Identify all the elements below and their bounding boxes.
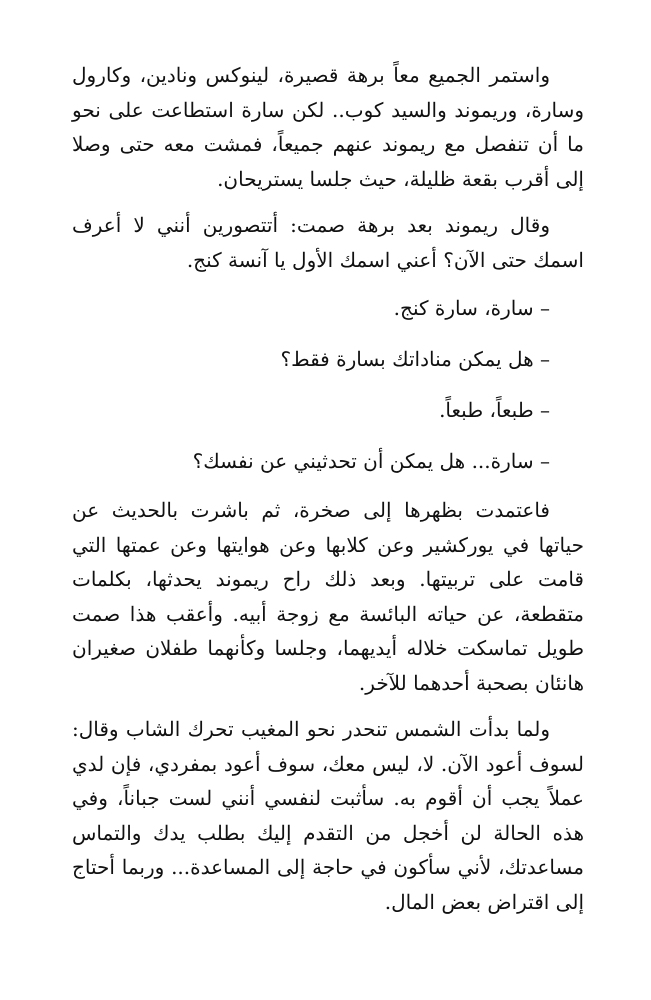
dialogue-line-2: – هل يمكن مناداتك بسارة فقط؟ bbox=[280, 347, 550, 371]
paragraph-1: واستمر الجميع معاً برهة قصيرة، لينوكس ونادين، وكارول وسارة، وريموند والسيد كوب.. لكن سارة استطاعت على نحو ما أن تنفصل مع ريموند عنهم جميعاً، فمشت معه حتى وصلا إلى أقرب بقعة ظليلة، حيث جلسا يستريحان. bbox=[72, 63, 584, 191]
paragraph-3: فاعتمدت بظهرها إلى صخرة، ثم باشرت بالحديث عن حياتها في يوركشير وعن كلابها وعن هوايتها وعن عمتها التي قامت على تربيتها. وبعد ذلك راح ريموند يحدثها، بكلمات متقطعة، عن حياته البائسة مع زوجة أبيه. وأعقب هذا صمت طويل تماسكت خلاله أيديهما، وجلسا وكأنهما طفلان صغيران هانئان بصحبة أحدهما للآخر. bbox=[72, 498, 584, 695]
book-page bbox=[72, 58, 584, 931]
paragraph-2: وقال ريموند بعد برهة صمت: أتتصورين أنني لا أعرف اسمك حتى الآن؟ أعني اسمك الأول يا آنسة كنج. bbox=[72, 213, 584, 272]
dialogue-line-4: – سارة... هل يمكن أن تحدثيني عن نفسك؟ bbox=[192, 449, 550, 473]
dialogue-line-1: – سارة، سارة كنج. bbox=[393, 296, 550, 320]
paragraph-4: ولما بدأت الشمس تنحدر نحو المغيب تحرك الشاب وقال: لسوف أعود الآن. لا، ليس معك، سوف أعود بمفردي، فإن لدي عملاً يجب أن أقوم به. سأثبت لنفسي أنني لست جباناً، وفي هذه الحالة لن أخجل من التقدم إليك بطلب يدك والتماس مساعدتك، لأني سأكون في حاجة إلى المساعدة... وربما أحتاج إلى اقتراض بعض المال. bbox=[72, 717, 585, 914]
dialogue-line-3: – طبعاً، طبعاً. bbox=[439, 398, 550, 422]
